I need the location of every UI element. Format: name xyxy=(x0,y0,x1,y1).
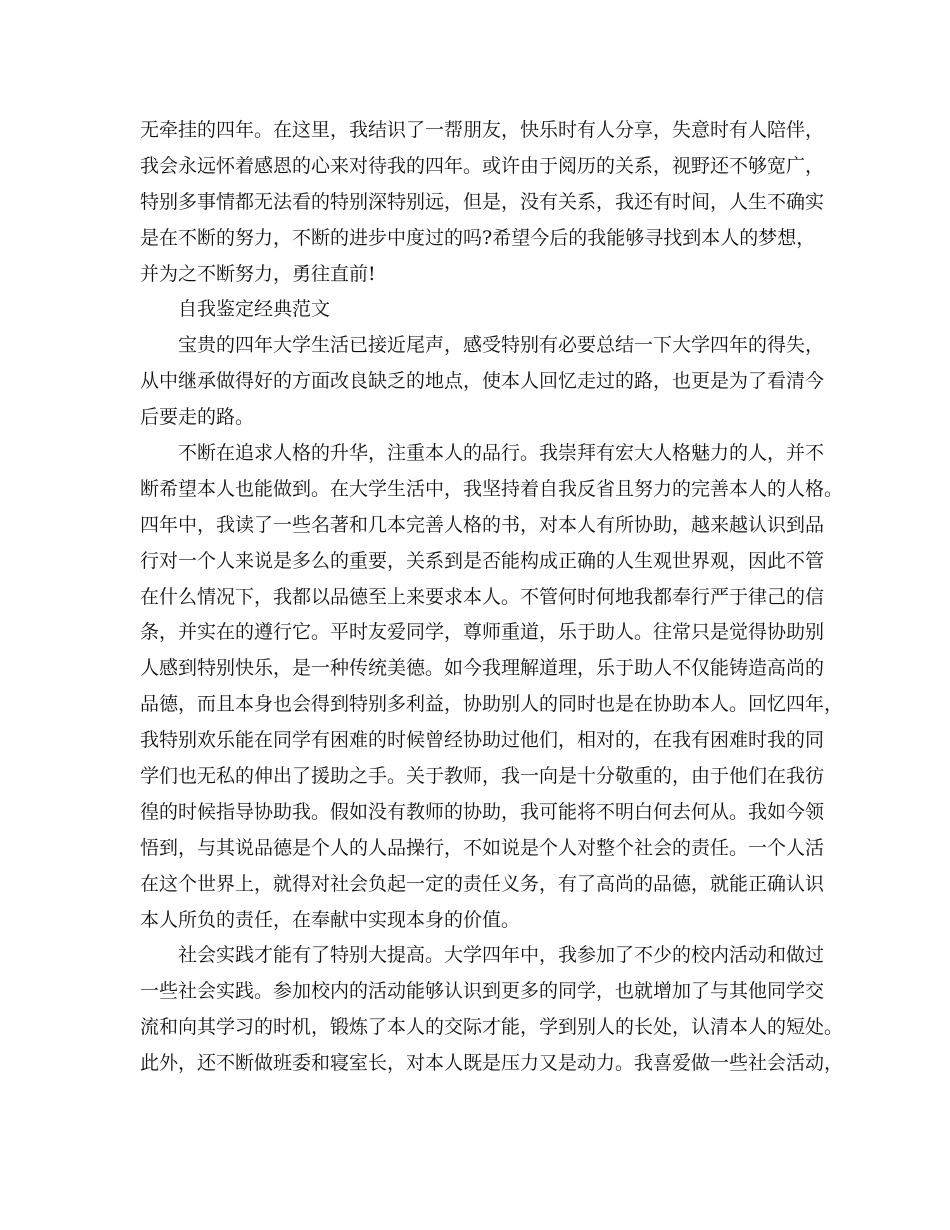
text-line: 我会永远怀着感恩的心来对待我的四年。或许由于阅历的关系，视野还不够宽广， xyxy=(140,154,825,177)
paragraph-start-line: 不断在追求人格的升华，注重本人的品行。我崇拜有宏大人格魅力的人，并不 xyxy=(178,442,825,465)
text-line: 品德，而且本身也会得到特别多利益，协助别人的同时也是在协助本人。回忆四年， xyxy=(140,693,844,716)
text-line: 是在不断的努力，不断的进步中度过的吗?希望今后的我能够寻找到本人的梦想， xyxy=(140,226,816,249)
text-line: 徨的时候指导协助我。假如没有教师的协助，我可能将不明白何去何从。我如今领 xyxy=(140,800,825,823)
document-body xyxy=(140,113,844,1082)
text-line: 一些社会实践。参加校内的活动能够认识到更多的同学，也就增加了与其他同学交 xyxy=(140,980,825,1003)
text-line: 在这个世界上，就得对社会负起一定的责任义务，有了高尚的品德，就能正确认识 xyxy=(140,872,825,895)
text-line: 本人所负的责任，在奉献中实现本身的价值。 xyxy=(140,908,521,931)
text-line: 流和向其学习的时机，锻炼了本人的交际才能，学到别人的长处，认清本人的短处。 xyxy=(140,1016,844,1039)
text-line: 此外，还不断做班委和寝室长，对本人既是压力又是动力。我喜爱做一些社会活动， xyxy=(140,1052,844,1075)
text-line: 后要走的路。 xyxy=(140,406,255,429)
text-line: 特别多事情都无法看的特别深特别远，但是，没有关系，我还有时间，人生不确实 xyxy=(140,190,825,213)
text-line: 断希望本人也能做到。在大学生活中，我坚持着自我反省且努力的完善本人的人格。 xyxy=(140,477,844,500)
text-line: 并为之不断努力，勇往直前! xyxy=(140,262,376,285)
text-line: 条，并实在的遵行它。平时友爱同学，尊师重道，乐于助人。往常只是觉得协助别 xyxy=(140,621,825,644)
text-line: 从中继承做得好的方面改良缺乏的地点，使本人回忆走过的路，也更是为了看清今 xyxy=(140,370,825,393)
paragraph-start-line: 社会实践才能有了特别大提高。大学四年中，我参加了不少的校内活动和做过 xyxy=(178,944,825,967)
text-line: 我特别欢乐能在同学有困难的时候曾经协助过他们，相对的，在我有困难时我的同 xyxy=(140,729,825,752)
text-line: 四年中，我读了一些名著和几本完善人格的书，对本人有所协助，越来越认识到品 xyxy=(140,513,825,536)
text-line: 在什么情况下，我都以品德至上来要求本人。不管何时何地我都奉行严于律己的信 xyxy=(140,585,825,608)
text-line: 人感到特别快乐，是一种传统美德。如今我理解道理，乐于助人不仅能铸造高尚的 xyxy=(140,657,825,680)
text-line: 行对一个人来说是多么的重要，关系到是否能构成正确的人生观世界观，因此不管 xyxy=(140,549,825,572)
text-line: 学们也无私的伸出了援助之手。关于教师，我一向是十分敬重的，由于他们在我彷 xyxy=(140,765,825,788)
text-line: 无牵挂的四年。在这里，我结识了一帮朋友，快乐时有人分享，失意时有人陪伴， xyxy=(140,119,825,141)
paragraph-start-line: 自我鉴定经典范文 xyxy=(178,298,331,321)
paragraph-start-line: 宝贵的四年大学生活已接近尾声，感受特别有必要总结一下大学四年的得失， xyxy=(178,334,825,357)
text-line: 悟到，与其说品德是个人的人品操行，不如说是个人对整个社会的责任。一个人活 xyxy=(140,836,825,859)
